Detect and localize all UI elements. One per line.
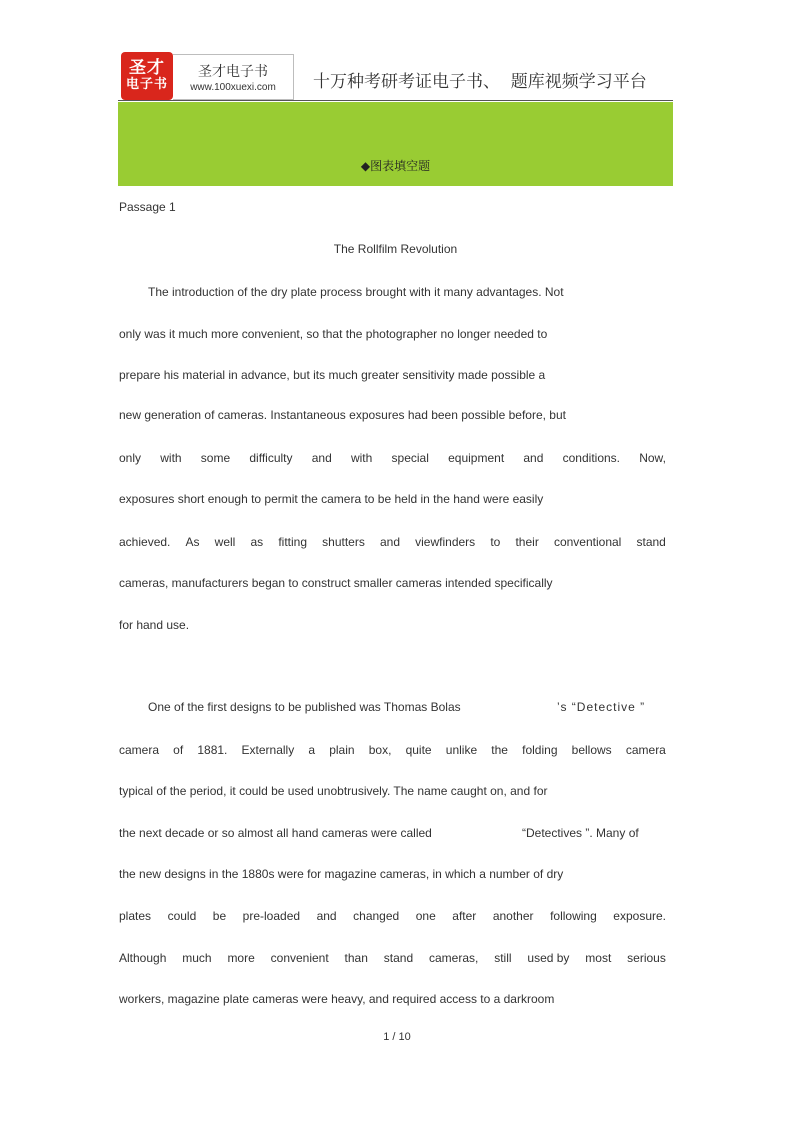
word: and [523,451,544,465]
word: quite [405,743,432,757]
word: achieved. [119,535,171,549]
word: changed [353,909,400,923]
passage-label: Passage 1 [119,200,176,214]
word: stand [383,951,414,965]
word: As [185,535,200,549]
paragraph-line: the new designs in the 1880s were for magazine cameras, in which a number of dry [119,867,564,881]
paragraph-line: prepare his material in advance, but its much greater sensitivity made possible a [119,368,546,382]
word: special [391,451,429,465]
word: well [214,535,236,549]
word: bellows [571,743,612,757]
word: difficulty [249,451,293,465]
paragraph-line: The introduction of the dry plate process brought with it many advantages. Not [148,285,564,299]
word: plain [329,743,355,757]
word: unlike [445,743,478,757]
paragraph-line: typical of the period, it could be used unobtrusively. The name caught on, and for [119,784,548,798]
word: and [379,535,400,549]
word: much [182,951,212,965]
word: folding [522,743,558,757]
word: a [308,743,316,757]
section-title: ◆图表填空题 [360,159,431,173]
word: viewfinders [415,535,476,549]
word: Externally [241,743,295,757]
word: as [250,535,264,549]
word: more [227,951,255,965]
word: most [585,951,612,965]
word: and [316,909,337,923]
word: shutters [322,535,365,549]
word: some [200,451,231,465]
article-title: The Rollfilm Revolution [333,242,458,256]
word: cameras, [428,951,479,965]
word: fitting [278,535,307,549]
word: of [173,743,184,757]
quoted-term: ’s “Detective ” [557,700,646,714]
brand-url[interactable]: www.100xuexi.com [190,82,276,93]
word: Now, [639,451,666,465]
word: camera [625,743,666,757]
word: one [415,909,436,923]
justified-line [119,535,666,549]
word: conditions. [562,451,620,465]
brand-name: 圣才电子书 [198,64,268,80]
word: pre-loaded [242,909,301,923]
paragraph-line: for hand use. [119,618,190,632]
word: be [212,909,227,923]
quoted-term: “Detectives ”. Many of [522,826,639,840]
word: camera [119,743,160,757]
paragraph-line: One of the first designs to be published was Thomas Bolas [148,700,461,714]
word: still [494,951,512,965]
header-divider [118,100,673,101]
word: following [550,909,597,923]
word: after [452,909,477,923]
word: with [160,451,182,465]
justified-line [119,743,666,757]
justified-line [119,951,666,965]
page-number: 1 / 10 [383,1031,411,1043]
word: plates [119,909,152,923]
word: another [492,909,534,923]
paragraph-line: cameras, manufacturers began to construct smaller cameras intended specifically [119,576,553,590]
word: the [491,743,508,757]
logo-nameplate [173,54,294,100]
word: equipment [448,451,505,465]
word: their [515,535,539,549]
word: than [344,951,368,965]
word: exposure. [613,909,666,923]
paragraph-line: new generation of cameras. Instantaneous exposures had been possible before, but [119,408,566,422]
word: serious [627,951,666,965]
word: Although [119,951,167,965]
logo-text-top: 圣才 [129,58,165,79]
justified-line [119,909,666,923]
word: 1881. [197,743,228,757]
word: box, [368,743,392,757]
header-slogan: 十万种考研考证电子书、 题库视频学习平台 [313,72,647,92]
logo-text-bottom: 电子书 [125,77,168,93]
word: only [119,451,142,465]
word: used by [527,951,570,965]
word: to [490,535,501,549]
paragraph-line: workers, magazine plate cameras were heavy, and required access to a darkroom [119,992,555,1006]
word: and [311,451,332,465]
word: stand [636,535,666,549]
word: convenient [270,951,329,965]
word: with [350,451,373,465]
paragraph-line: the next decade or so almost all hand cameras were called [119,826,432,840]
word: conventional [553,535,622,549]
paragraph-line: exposures short enough to permit the camera to be held in the hand were easily [119,492,544,506]
word: could [167,909,197,923]
justified-line [119,451,666,465]
paragraph-line: only was it much more convenient, so that the photographer no longer needed to [119,327,548,341]
brand-logo [121,52,173,100]
